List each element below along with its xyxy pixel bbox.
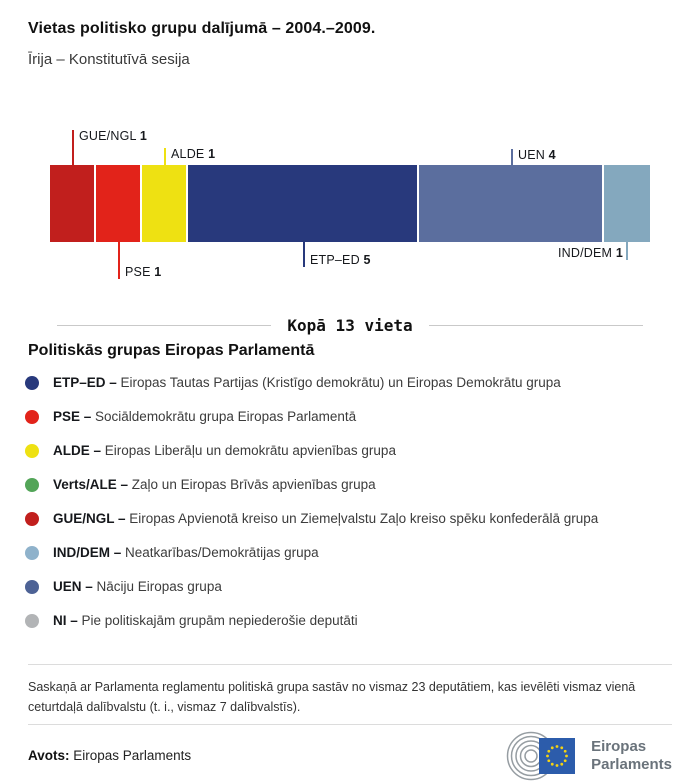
legend-dot-pse (25, 410, 39, 424)
legend-heading: Politiskās grupas Eiropas Parlamentā (28, 341, 315, 359)
bar-label-count: 1 (615, 245, 623, 260)
legend-dot-alde (25, 444, 39, 458)
legend-item-ni (25, 604, 672, 638)
legend-desc: Pie politiskajām grupām nepiederošie deputāti (81, 613, 358, 629)
legend-desc: Zaļo un Eiropas Brīvās apvienības grupa (131, 477, 376, 493)
bar-label-name: GUE/NGL (79, 128, 140, 143)
legend-desc: Sociāldemokrātu grupa Eiropas Parlamentā (95, 409, 357, 425)
source-label: Avots: (28, 748, 70, 764)
bar-label-count: 1 (154, 264, 162, 279)
page-title: Vietas politisko grupu dalījumā – 2004.–2009. (28, 20, 376, 37)
legend-label-ni (53, 613, 358, 628)
legend-desc: Neatkarības/Demokrātijas grupa (125, 545, 319, 561)
seat-bar (50, 165, 650, 242)
bar-label-count: 1 (208, 146, 216, 161)
bar-label-name: UEN (518, 147, 549, 162)
legend-dot-ind-dem (25, 546, 39, 560)
legend-label-verts-ale (53, 477, 376, 492)
ep-logo-text (591, 738, 672, 774)
bar-label-ind-dem (558, 246, 623, 260)
bar-segment-gue-ngl (50, 165, 96, 242)
legend-item-gue-ngl (25, 502, 672, 536)
legend-item-ind-dem (25, 536, 672, 570)
leader-line-uen (511, 149, 513, 165)
legend-dot-etp-ed (25, 376, 39, 390)
legend-abbr: PSE – (53, 409, 96, 425)
legend-label-pse (53, 409, 356, 424)
legend-dot-verts-ale (25, 478, 39, 492)
legend-desc: Eiropas Apvienotā kreiso un Ziemeļvalstu Zaļo kreiso spēku konfederālā grupa (129, 511, 599, 527)
legend-item-pse (25, 400, 672, 434)
legend-label-alde (53, 443, 396, 458)
page-subtitle: Īrija – Konstitutīvā sesija (28, 51, 190, 69)
chart-area (0, 122, 700, 292)
leader-line-pse (118, 242, 120, 279)
leader-line-gue-ngl (72, 130, 74, 165)
legend-abbr: ALDE – (53, 443, 105, 459)
legend-abbr: UEN – (53, 579, 97, 595)
source-line (28, 748, 191, 763)
legend-abbr: IND/DEM – (53, 545, 126, 561)
divider-line-right (429, 325, 643, 326)
bar-segment-ind-dem (604, 165, 650, 242)
legend-label-gue-ngl (53, 511, 598, 526)
bar-label-pse (125, 265, 161, 279)
bar-label-uen (518, 148, 556, 162)
eu-flag-icon (539, 738, 575, 774)
bar-segment-pse (96, 165, 142, 242)
bar-segment-alde (142, 165, 188, 242)
bar-label-name: IND/DEM (557, 245, 616, 260)
leader-line-alde (164, 148, 166, 165)
ep-logo-text-line1: Eiropas (591, 737, 647, 755)
footnote: Saskaņā ar Parlamenta reglamentu politiskā grupa sastāv no vismaz 23 deputātiem, kas ievēlēti vismaz vienā ceturtdaļā dalībvalstu (t. i., vismaz 7 dalībvalstīs). (28, 679, 636, 715)
bar-segment-uen (419, 165, 604, 242)
legend-desc: Nāciju Eiropas grupa (96, 579, 222, 595)
bar-label-gue-ngl (79, 129, 147, 143)
total-seats-label: Kopā 13 vieta (287, 315, 413, 335)
bar-label-name: ETP–ED (310, 252, 364, 267)
bar-label-etp-ed (310, 253, 371, 267)
bar-label-alde (171, 147, 215, 161)
legend-desc: Eiropas Liberāļu un demokrātu apvienības grupa (104, 443, 396, 459)
bar-label-name: ALDE (171, 146, 209, 161)
footnote-separator-bottom (28, 724, 672, 725)
total-divider (57, 316, 643, 335)
legend-dot-ni (25, 614, 39, 628)
divider-line-left (57, 325, 271, 326)
bar-label-count: 4 (548, 147, 556, 162)
legend-dot-uen (25, 580, 39, 594)
legend-dot-gue-ngl (25, 512, 39, 526)
legend-item-verts-ale (25, 468, 672, 502)
bar-label-name: PSE (125, 264, 155, 279)
legend-item-alde (25, 434, 672, 468)
legend-list (25, 366, 672, 638)
leader-line-etp-ed (303, 242, 305, 267)
legend-abbr: GUE/NGL – (53, 511, 130, 527)
legend-item-uen (25, 570, 672, 604)
legend-abbr: ETP–ED – (53, 375, 121, 391)
bar-segment-etp-ed (188, 165, 419, 242)
leader-line-ind-dem (626, 242, 628, 260)
source-value: Eiropas Parlaments (73, 748, 192, 764)
ep-logo-text-line2: Parlaments (591, 755, 672, 773)
footnote-separator-top (28, 664, 672, 665)
legend-desc: Eiropas Tautas Partijas (Kristīgo demokrātu) un Eiropas Demokrātu grupa (120, 375, 561, 391)
ep-hemicycle-icon (491, 730, 583, 782)
legend-label-uen (53, 579, 222, 594)
legend-label-etp-ed (53, 375, 561, 390)
bar-label-count: 5 (363, 252, 371, 267)
footer-row (28, 729, 672, 783)
bar-label-count: 1 (139, 128, 148, 143)
legend-abbr: Verts/ALE – (53, 477, 132, 493)
legend-item-etp-ed (25, 366, 672, 400)
header (0, 0, 700, 69)
legend-label-ind-dem (53, 545, 319, 560)
ep-logo (491, 730, 672, 782)
legend-abbr: NI – (53, 613, 82, 629)
